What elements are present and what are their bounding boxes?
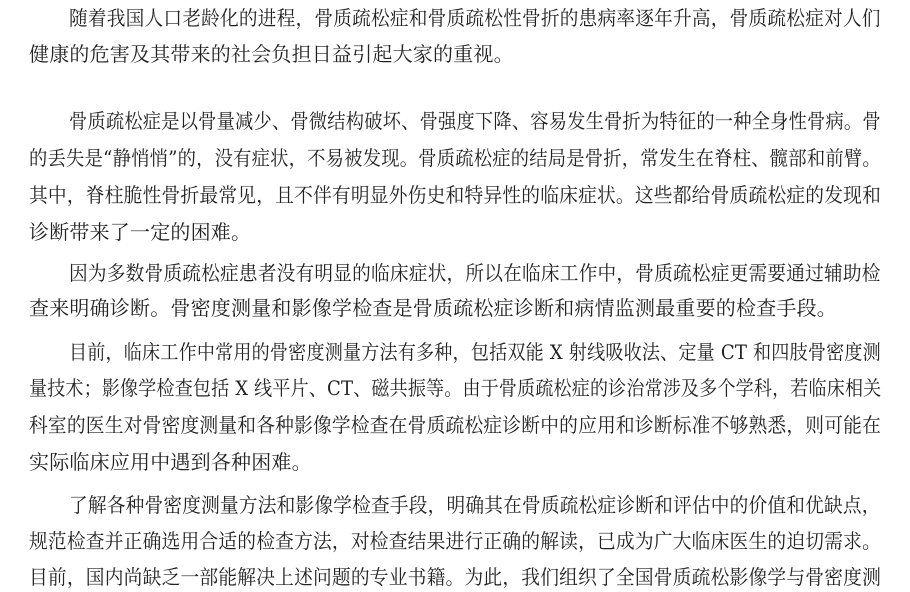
text-line: 诊断带来了一定的困难。 <box>29 220 252 244</box>
text-line: 目前，国内尚缺乏一部能解决上述问题的专业书籍。为此，我们组织了全国骨质疏松影像学与骨密度测 <box>29 565 882 589</box>
text-line: 了解各种骨密度测量方法和影像学检查手段，明确其在骨质疏松症诊断和评估中的价值和优缺点， <box>69 493 881 517</box>
text-line: 随着我国人口老龄化的进程，骨质疏松症和骨质疏松性骨折的患病率逐年升高，骨质疏松症对人们 <box>69 6 881 30</box>
text-line: 健康的危害及其带来的社会负担日益引起大家的重视。 <box>29 42 514 66</box>
text-line: 科室的医生对骨密度测量和各种影像学检查在骨质疏松症诊断中的应用和诊断标准不够熟悉，则可能在 <box>29 413 882 437</box>
text-line: 目前，临床工作中常用的骨密度测量方法有多种，包括双能 X 射线吸收法、定量 CT 和四肢骨密度测 <box>69 340 881 364</box>
text-line: 量技术；影像学检查包括 X 线平片、CT、磁共振等。由于骨质疏松症的诊治常涉及多个学科，若临床相关 <box>29 376 882 400</box>
text-line: 查来明确诊断。骨密度测量和影像学检查是骨质疏松症诊断和病情监测最重要的检查手段。 <box>29 296 837 320</box>
text-line: 规范检查并正确选用合适的检查方法，对检查结果进行正确的解读，已成为广大临床医生的迫切需求。 <box>29 529 882 553</box>
text-line: 骨质疏松症是以骨量减少、骨微结构破坏、骨强度下降、容易发生骨折为特征的一种全身性骨病。骨 <box>69 109 881 133</box>
text-line: 因为多数骨质疏松症患者没有明显的临床症状，所以在临床工作中，骨质疏松症更需要通过辅助检 <box>69 261 881 285</box>
text-line: 实际临床应用中遇到各种困难。 <box>29 450 312 474</box>
text-line: 其中，脊柱脆性骨折最常见，且不伴有明显外伤史和特异性的临床症状。这些都给骨质疏松症的发现和 <box>29 183 882 207</box>
text-line: 的丢失是“静悄悄”的，没有症状，不易被发现。骨质疏松症的结局是骨折，常发生在脊柱、髋部和前臂。 <box>29 146 881 170</box>
